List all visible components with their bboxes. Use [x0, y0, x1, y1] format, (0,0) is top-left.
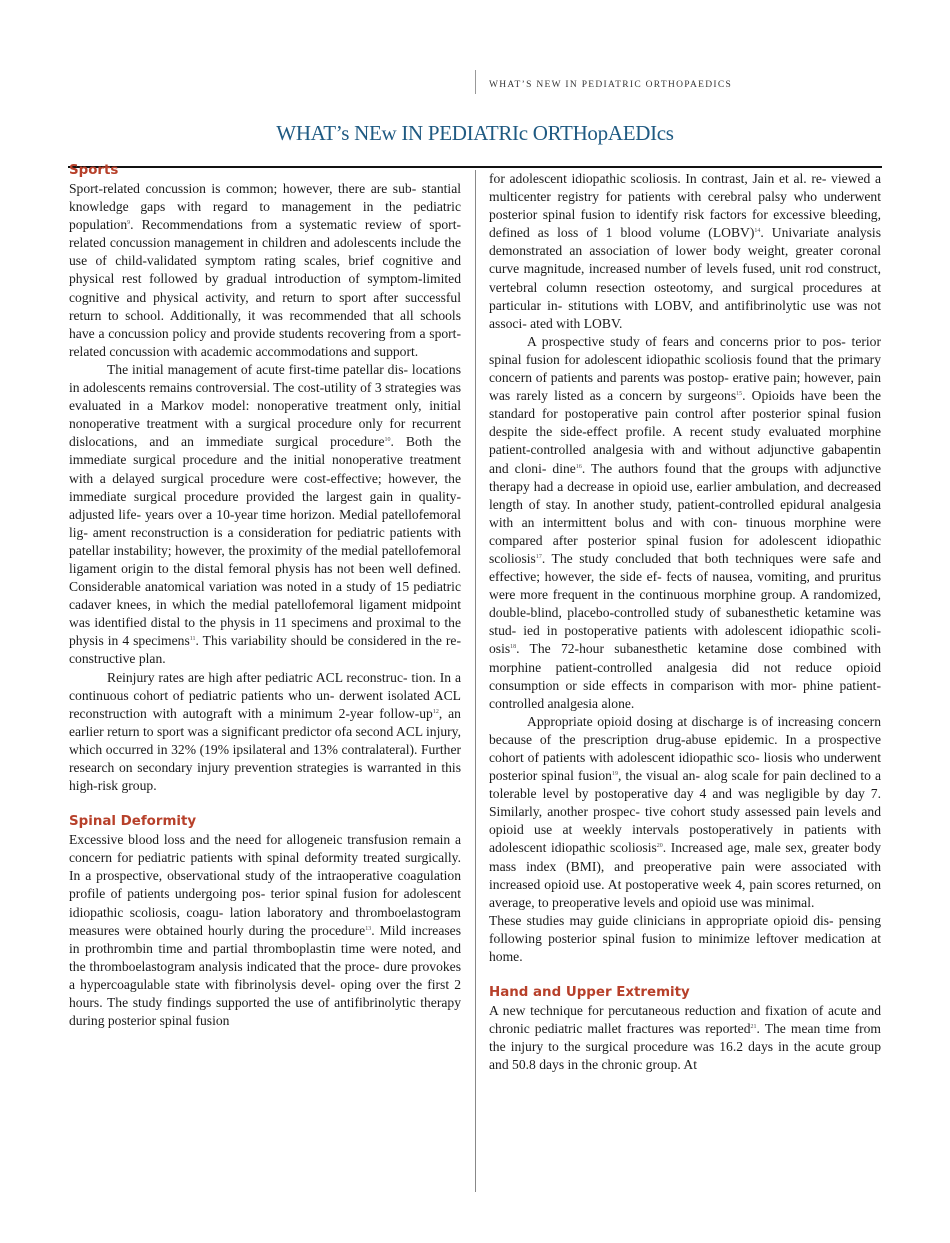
reference-9: 9: [127, 220, 131, 227]
right-column: [489, 170, 881, 1075]
section-heading-hand-upper-extremity: Hand and Upper Extremity: [489, 985, 690, 1001]
reference-13: 13: [365, 925, 372, 932]
reference-12: 12: [432, 708, 439, 715]
left-column: [69, 163, 461, 1030]
reference-10: 10: [384, 437, 391, 444]
paragraph-concussion: Sport-related concussion is common; however, there are sub- stantial knowledge gaps with regard to management in the pediatric population$^9$. Recommendations from a systematic review of sport-related concussion management in children and adolescents include the use of child-validated symptom rating scales, brief cognitive and physical rest followed by gradual introduction of symptom-limited cognitive and physical activity, and return to sport after successful return to school. Additionally, it was recommended that all schools have a concussion policy and provide students recovering from a sport-related concussion with academic accommodations and support.: [69, 181, 461, 359]
reference-18: 18: [510, 644, 517, 651]
reference-15: 15: [736, 391, 743, 398]
page-title: WHAT’s NEw IN PEDIATRIc ORTHopAEDIcs: [276, 121, 674, 145]
header-divider: [475, 70, 476, 94]
paragraph-patellar: The initial management of acute first-time patellar dis- locations in adolescents remains controversial. The cost-utility of 3 strategies was evaluated in a Markov model: nonoperative treatment only, initial nonoperative treatment with a surgical procedure only for recurrent dislocations, and an immediate surgical procedure$^{10}$. Both the immediate surgical procedure and the initial nonoperative treatment with a delayed surgical procedure were cost-effective; however, the immediate surgical procedure provided the largest gain in quality-adjusted life- years over a 10-year time horizon. Medial patellofemoral lig- ament reconstruction is a consideration for pediatric patients with patellar instability; however, the proximity of the medial patellofemoral ligament origin to the distal femoral physis has not been well defined. Considerable anatomical variation was noted in a study of 15 pediatric cadaver knees, in which the medial patellofemoral ligament midpoint was identified distal to the physis in 11 specimens and proximal to the physis in 4 specimens$^{11}$. This variability should be considered in the re- constructive plan.: [69, 361, 461, 667]
paragraph-acl: Reinjury rates are high after pediatric ACL reconstruc- tion. In a continuous cohort of pediatric patients who un- derwent isolated ACL reconstruction with autograft with a minimum 2-year follow-$up^{12}$, an earlier return to sport was a significant predictor ofa second ACL injury, which occurred in 32% (19% ipsilateral and 13% contralateral). Further research on secondary injury prevention strategies is warranted in this high-risk group.: [69, 669, 461, 794]
column-divider: [475, 170, 476, 1192]
reference-16: 16: [575, 463, 582, 470]
paragraph-mallet-fractures: A new technique for percutaneous reduction and fixation of acute and chronic pediatric mallet fractures was reported$^{21}$. The mean time from the injury to the surgical procedure was 16.2 days in the acute group and 50.8 days in the chronic group. At: [489, 1003, 882, 1073]
reference-21: 21: [750, 1024, 757, 1031]
reference-20: 20: [656, 843, 663, 850]
section-heading-spinal-deformity: Spinal Deformity: [69, 814, 197, 830]
paragraph-blood-loss: Excessive blood loss and the need for allogeneic transfusion remain a concern for pediatric patients with spinal deformity treated surgically. In a prospective, observational study of the intraoperative coagulation profile of patients undergoing pos- terior spinal fusion for adolescent idiopathic scoliosis, coagu- lation laboratory and thromboelastogram measures were obtained hourly during the procedure$^{13}$. Mild increases in prothrombin time and partial thromboplastin time were noted, and the thromboelastogram analysis indicated that the proce- dure provokes a hypercoagulable state with fibrinolysis devel- oping over the first 2 hours. The study findings supported the use of antifibrinolytic therapy during posterior spinal fusion: [69, 832, 461, 1029]
paragraph-pain-control: A prospective study of fears and concerns prior to pos- terior spinal fusion for adolescent idiopathic scoliosis found that the primary concern of patients and parents was postop- erative pain; however, pain was rarely listed as a concern by surgeons$^{15}$. Opioids have been the standard for postoperative pain control after posterior spinal fusion despite the side-effect profile. A recent study evaluated morphine patient-controlled analgesia with and without adjunctive gabapentin and cloni- dine$^{16}$. The authors found that the groups with adjunctive therapy had a decrease in opioid use, earlier ambulation, and decreased length of stay. In another study, patient-controlled epidural analgesia with an intermittent bolus and with con- tinuous morphine were compared after posterior spinal fusion for adolescent idiopathic scoliosis$^{17}$. The study concluded that both techniques were safe and effective; however, the side ef- fects of nausea, vomiting, and pruritus were more frequent in the continuous morphine group. A randomized, double-blind, placebo-controlled study of subanesthetic ketamine was stud- ied in postoperative patients with adolescent idiopathic scoli- osis$^{18}$. The 72-hour subanesthetic ketamine dose combined with morphine patient-controlled analgesia did not reduce opioid consumption or side effects in comparison with mor- phine patient-controlled analgesia alone.: [489, 333, 881, 711]
section-heading-sports: Sports: [69, 163, 119, 178]
reference-14: 14: [754, 228, 761, 235]
running-head: WHAT’S NEW IN PEDIATRIC ORTHOPAEDICS: [489, 80, 733, 90]
paragraph-guidance: These studies may guide clinicians in appropriate opioid dis- pensing following posterior spinal fusion to minimize leftover medication at home.: [489, 912, 881, 965]
reference-19: 19: [611, 771, 618, 778]
reference-17: 17: [535, 553, 542, 560]
paragraph-opioid-dosing: Appropriate opioid dosing at discharge is of increasing concern because of the prescription drug-abuse epidemic. In a prospective cohort of patients with adolescent idiopathic sco- liosis who underwent posterior spinal fusion$^{19}$, the visual an- alog scale for pain declined to a tolerable level by postoperative day 4 and was negligible by day 7. Similarly, another prospec- tive cohort study assessed pain levels and opioid use at weekly intervals postoperatively in patients with adolescent idiopathic scoliosis$^{20}$. Increased age, male sex, greater body mass index (BMI), and preoperative pain were associated with increased opioid use. At postoperative week 4, pain scores returned, on average, to preoperative levels and opioid use was minimal.: [489, 713, 882, 910]
reference-11: 11: [189, 636, 196, 643]
paragraph-lobv: for adolescent idiopathic scoliosis. In contrast, Jain et al. re- viewed a multicenter registry for patients with cerebral palsy who underwent posterior spinal fusion to identify risk factors for excessive bleeding, defined as loss of 1 blood volume (LOBV)$^{14}$. Univariate analysis demonstrated an association of lower body weight, greater coronal curve magnitude, increased number of levels fused, unit rod construct, vertebral column resection osteotomy, and surgical procedures at particular in- stitutions with LOBV, and antifibrinolytic use was not associ- ated with LOBV.: [489, 171, 881, 331]
